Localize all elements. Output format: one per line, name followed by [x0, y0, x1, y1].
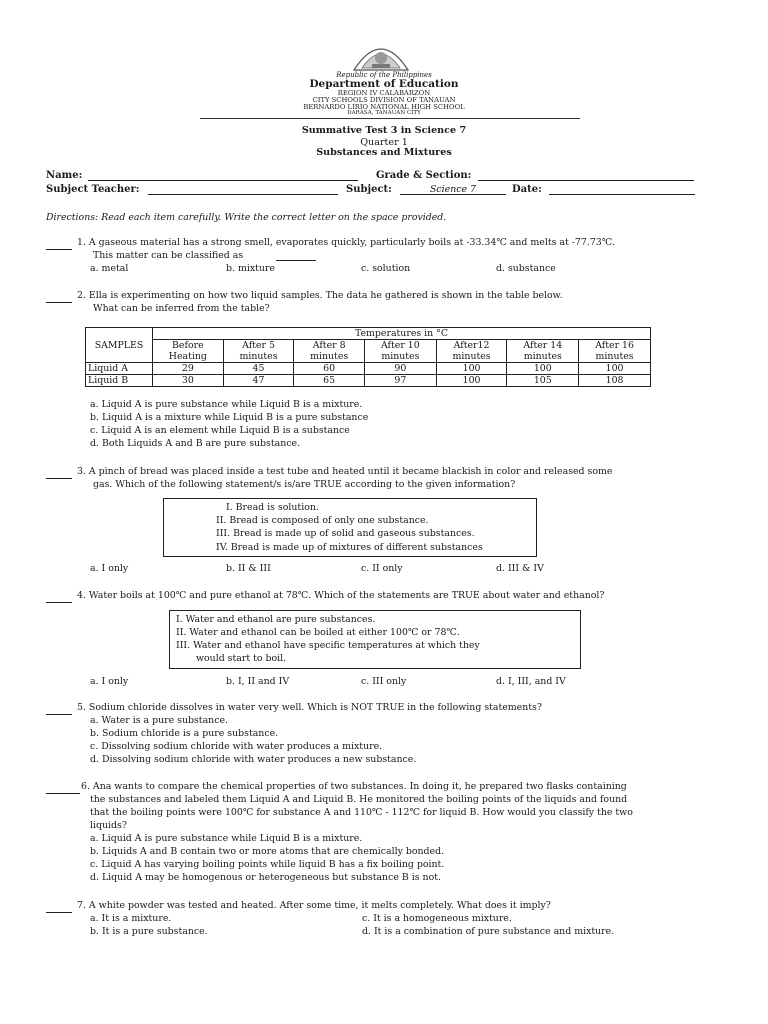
samples-header: SAMPLES — [86, 328, 153, 363]
q2-choice-d: d. Both Liquids A and B are pure substance. — [90, 438, 301, 449]
q7-choice-c: c. It is a homogeneous mixture. — [362, 913, 512, 924]
row-label: Liquid B — [86, 375, 153, 387]
col-header-sub: minutes — [294, 351, 365, 363]
q6-text-4: liquids? — [90, 820, 127, 831]
answer-blank-1[interactable] — [46, 240, 72, 250]
table-cell: 29 — [153, 363, 224, 375]
q1-choice-d: d. substance — [496, 263, 556, 274]
region-line: REGION IV CALABARZON — [337, 89, 431, 97]
table-row — [86, 375, 651, 387]
department-line: Department of Education — [309, 78, 459, 90]
q2-choice-c: c. Liquid A is an element while Liquid B is a substance — [90, 425, 350, 436]
temps-header: Temperatures in °C — [153, 328, 651, 340]
name-field[interactable] — [88, 170, 358, 181]
q3-text-2: gas. Which of the following statement/s is/are TRUE according to the given information? — [93, 479, 516, 490]
q3-choice-b: b. II & III — [226, 563, 271, 574]
q5-choice-a: a. Water is a pure substance. — [90, 715, 228, 726]
q1-choice-b: b. mixture — [226, 263, 275, 274]
date-field[interactable] — [549, 184, 695, 195]
q3-statement: I. Bread is solution. — [226, 502, 319, 513]
q6-text-2: the substances and labeled them Liquid A and Liquid B. He monitored the boiling points of the liquids and found — [90, 794, 628, 805]
q7-choice-b: b. It is a pure substance. — [90, 926, 208, 937]
q4-text: 4. Water boils at 100℃ and pure ethanol at 78℃. Which of the statements are TRUE about water and ethanol? — [77, 590, 605, 601]
table-cell: 100 — [436, 363, 507, 375]
table-cell: 108 — [579, 375, 651, 387]
table-cell: 100 — [579, 363, 651, 375]
q7-choice-d: d. It is a combination of pure substance and mixture. — [362, 926, 615, 937]
q7-choice-a: a. It is a mixture. — [90, 913, 172, 924]
q1-text-2: This matter can be classified as — [93, 250, 244, 261]
q7-text: 7. A white powder was tested and heated. After some time, it melts completely. What does it imply? — [77, 900, 551, 911]
q3-choice-c: c. II only — [361, 563, 403, 574]
table-cell: 105 — [507, 375, 579, 387]
answer-blank-3[interactable] — [46, 469, 72, 479]
subject-field[interactable]: Science 7 — [400, 184, 506, 195]
q1-text: 1. A gaseous material has a strong smell, evaporates quickly, particularly boils at -33.34℃ and melts at -77.73℃. — [77, 237, 616, 248]
col-header: Before — [153, 340, 224, 352]
q4-statement-box — [169, 610, 581, 669]
col-header-sub: Heating — [153, 351, 224, 363]
col-header-sub: minutes — [364, 351, 436, 363]
directions: Directions: Read each item carefully. Write the correct letter on the space provided. — [46, 212, 447, 223]
test-title: Summative Test 3 in Science 7 — [301, 125, 467, 136]
col-header-sub: minutes — [436, 351, 507, 363]
q1-choice-c: c. solution — [361, 263, 411, 274]
table-row — [86, 363, 651, 375]
q2-choice-b: b. Liquid A is a mixture while Liquid B is a pure substance — [90, 412, 369, 423]
q2-choice-a: a. Liquid A is pure substance while Liquid B is a mixture. — [90, 399, 363, 410]
answer-blank-5[interactable] — [46, 705, 72, 715]
grade-label: Grade & Section: — [376, 170, 472, 181]
q6-choice-c: c. Liquid A has varying boiling points while liquid B has a fix boiling point. — [90, 859, 445, 870]
q6-choice-a: a. Liquid A is pure substance while Liquid B is a mixture. — [90, 833, 363, 844]
q4-choice-b: b. I, II and IV — [226, 676, 290, 687]
q1-choice-a: a. metal — [90, 263, 129, 274]
topic-title: Substances and Mixtures — [316, 147, 452, 158]
answer-blank-6[interactable] — [46, 784, 80, 794]
col-header: After 10 — [364, 340, 436, 352]
table-cell: 65 — [294, 375, 365, 387]
q3-statement-box — [163, 498, 537, 557]
q4-statement: II. Water and ethanol can be boiled at either 100℃ or 78℃. — [176, 627, 460, 638]
answer-blank-7[interactable] — [46, 903, 72, 913]
row-label: Liquid A — [86, 363, 153, 375]
teacher-label: Subject Teacher: — [46, 184, 140, 195]
q4-statement: I. Water and ethanol are pure substances. — [176, 614, 376, 625]
col-header: After 14 — [507, 340, 579, 352]
division-line: CITY SCHOOLS DIVISION OF TANAUAN — [312, 96, 456, 104]
q1-inline-blank — [276, 252, 316, 261]
q4-statement: III. Water and ethanol have specific temperatures at which they — [176, 640, 480, 651]
q3-choice-d: d. III & IV — [496, 563, 544, 574]
subject-label: Subject: — [346, 184, 392, 195]
q6-text: 6. Ana wants to compare the chemical properties of two substances. In doing it, he prepared two flasks containing — [81, 781, 627, 792]
republic-line: Republic of the Philippines — [336, 71, 432, 79]
table-cell: 45 — [223, 363, 294, 375]
q5-text: 5. Sodium chloride dissolves in water very well. Which is NOT TRUE in the following statements? — [77, 702, 542, 713]
col-header-sub: minutes — [223, 351, 294, 363]
table-cell: 100 — [507, 363, 579, 375]
table-cell: 30 — [153, 375, 224, 387]
deped-seal-icon — [352, 40, 410, 72]
q5-choice-b: b. Sodium chloride is a pure substance. — [90, 728, 279, 739]
table-cell: 90 — [364, 363, 436, 375]
col-header-sub: minutes — [507, 351, 579, 363]
q4-choice-d: d. I, III, and IV — [496, 676, 566, 687]
answer-blank-2[interactable] — [46, 293, 72, 303]
col-header: After 16 — [579, 340, 651, 352]
q2-text: 2. Ella is experimenting on how two liquid samples. The data he gathered is shown in the table below. — [77, 290, 563, 301]
col-header: After 5 — [223, 340, 294, 352]
q6-choice-d: d. Liquid A may be homogenous or heterogeneous but substance B is not. — [90, 872, 441, 883]
address-line: DARASA, TANAUAN CITY — [347, 110, 421, 116]
table-cell: 100 — [436, 375, 507, 387]
teacher-field[interactable] — [148, 184, 338, 195]
answer-blank-4[interactable] — [46, 593, 72, 603]
q3-choice-a: a. I only — [90, 563, 129, 574]
col-header: After 8 — [294, 340, 365, 352]
q3-statement: IV. Bread is made up of mixtures of different substances — [216, 542, 483, 553]
grade-section-field[interactable] — [478, 170, 694, 181]
q5-choice-c: c. Dissolving sodium chloride with water produces a mixture. — [90, 741, 383, 752]
quarter-label: Quarter 1 — [360, 137, 408, 148]
q5-choice-d: d. Dissolving sodium chloride with water produces a new substance. — [90, 754, 417, 765]
col-header: After12 — [436, 340, 507, 352]
table-cell: 47 — [223, 375, 294, 387]
table-cell: 97 — [364, 375, 436, 387]
col-header-sub: minutes — [579, 351, 651, 363]
date-label: Date: — [512, 184, 542, 195]
q3-statement: III. Bread is made up of solid and gaseous substances. — [216, 528, 475, 539]
table-cell: 60 — [294, 363, 365, 375]
q3-statement: II. Bread is composed of only one substance. — [216, 515, 429, 526]
q6-text-3: that the boiling points were 100℃ for substance A and 110℃ - 112℃ for liquid B. How would you classify the two — [90, 807, 633, 818]
school-line: BERNARDO LIRIO NATIONAL HIGH SCHOOL — [303, 103, 465, 111]
header-rule — [200, 118, 580, 119]
q2-text-2: What can be inferred from the table? — [93, 303, 270, 314]
q6-choice-b: b. Liquids A and B contain two or more atoms that are chemically bonded. — [90, 846, 445, 857]
temperature-table — [85, 327, 651, 387]
q4-statement: would start to boil. — [196, 653, 287, 664]
q4-choice-a: a. I only — [90, 676, 129, 687]
name-label: Name: — [46, 170, 83, 181]
q4-choice-c: c. III only — [361, 676, 407, 687]
q3-text: 3. A pinch of bread was placed inside a test tube and heated until it became blackish in color and released some — [77, 466, 613, 477]
